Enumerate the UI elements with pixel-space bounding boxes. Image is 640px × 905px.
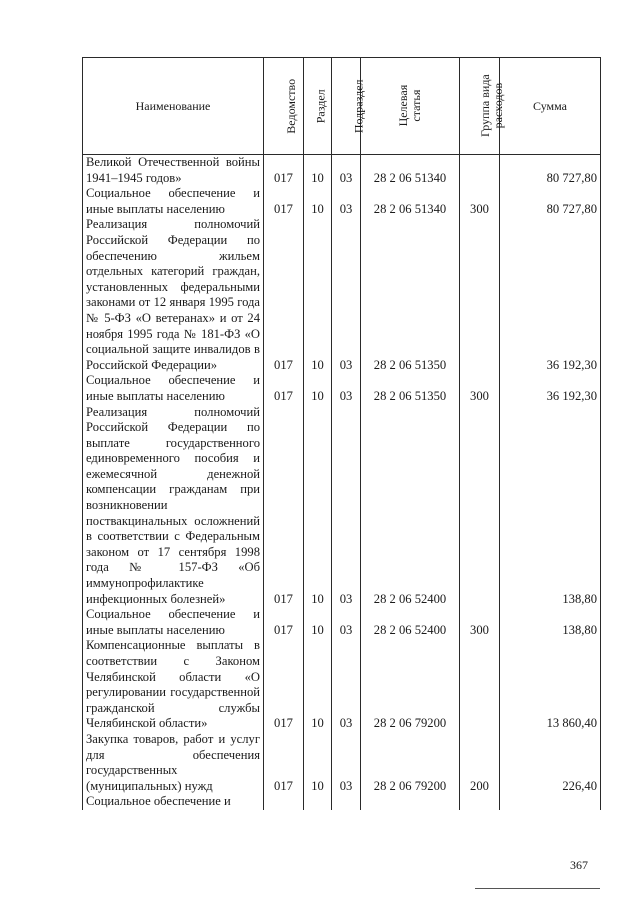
row-summa: 13 860,40 [500, 638, 601, 732]
footer-rule [475, 888, 600, 889]
table-body [83, 155, 601, 810]
table-row [83, 373, 601, 404]
row-razdel: 10 [304, 405, 332, 608]
row-vedomstvo: 017 [264, 638, 304, 732]
row-razdel: 10 [304, 186, 332, 217]
row-summa: 138,80 [500, 607, 601, 638]
row-vedomstvo: 017 [264, 607, 304, 638]
row-gruppa: 300 [460, 373, 500, 404]
budget-table [82, 57, 601, 810]
header-podrazdel: Подраздел [332, 58, 361, 155]
row-summa: 36 192,30 [500, 373, 601, 404]
row-summa [500, 794, 601, 810]
row-gruppa: 300 [460, 607, 500, 638]
row-name: Социальное обеспечение и [83, 794, 264, 810]
row-celevaya: 28 2 06 79200 [361, 732, 460, 794]
table-row [83, 638, 601, 732]
row-celevaya: 28 2 06 79200 [361, 638, 460, 732]
row-podrazdel: 03 [332, 155, 361, 187]
row-gruppa: 300 [460, 186, 500, 217]
row-podrazdel: 03 [332, 373, 361, 404]
row-summa: 36 192,30 [500, 217, 601, 373]
table-row [83, 607, 601, 638]
row-razdel: 10 [304, 638, 332, 732]
row-vedomstvo: 017 [264, 405, 304, 608]
row-podrazdel: 03 [332, 638, 361, 732]
row-podrazdel: 03 [332, 186, 361, 217]
table-row [83, 405, 601, 608]
row-celevaya: 28 2 06 52400 [361, 405, 460, 608]
table-header [83, 58, 601, 155]
table-row [83, 186, 601, 217]
row-summa: 80 727,80 [500, 186, 601, 217]
header-celevaya: Целевая статья [361, 58, 460, 155]
row-celevaya: 28 2 06 51350 [361, 373, 460, 404]
row-vedomstvo: 017 [264, 373, 304, 404]
row-gruppa [460, 405, 500, 608]
row-vedomstvo: 017 [264, 186, 304, 217]
row-podrazdel: 03 [332, 405, 361, 608]
row-gruppa [460, 155, 500, 187]
row-gruppa [460, 217, 500, 373]
row-vedomstvo: 017 [264, 155, 304, 187]
row-name: Социальное обеспечение и иные выплаты населению [83, 607, 264, 638]
row-vedomstvo: 017 [264, 732, 304, 794]
row-celevaya: 28 2 06 51340 [361, 186, 460, 217]
table-row [83, 155, 601, 187]
row-name: Закупка товаров, работ и услуг для обеспечения государственных (муниципальных) нужд [83, 732, 264, 794]
row-name: Великой Отечественной войны 1941–1945 годов» [83, 155, 264, 187]
row-summa: 138,80 [500, 405, 601, 608]
header-name: Наименование [83, 58, 264, 155]
row-razdel: 10 [304, 155, 332, 187]
table-row [83, 794, 601, 810]
header-vedomstvo: Ведомство [264, 58, 304, 155]
row-razdel: 10 [304, 607, 332, 638]
row-celevaya: 28 2 06 51340 [361, 155, 460, 187]
row-celevaya: 28 2 06 51350 [361, 217, 460, 373]
row-name: Компенсационные выплаты в соответствии с Законом Челябинской области «О регулировании государственной гражданской службы Челябинской области» [83, 638, 264, 732]
row-podrazdel [332, 794, 361, 810]
page-number: 367 [570, 858, 588, 872]
row-gruppa [460, 794, 500, 810]
header-summa: Сумма [500, 58, 601, 155]
row-name: Социальное обеспечение и иные выплаты населению [83, 186, 264, 217]
row-summa: 226,40 [500, 732, 601, 794]
row-summa: 80 727,80 [500, 155, 601, 187]
row-podrazdel: 03 [332, 607, 361, 638]
row-podrazdel: 03 [332, 217, 361, 373]
row-name: Социальное обеспечение и иные выплаты населению [83, 373, 264, 404]
row-vedomstvo: 017 [264, 217, 304, 373]
row-vedomstvo [264, 794, 304, 810]
table-row [83, 217, 601, 373]
row-name: Реализация полномочий Российской Федерации по обеспечению жильем отдельных категорий граждан, установленных федеральными законами от 12 января 1995 года № 5-ФЗ «О ветеранах» и от 24 ноября 1995 года № 181-ФЗ «О социальной защите инвалидов в Российской Федерации» [83, 217, 264, 373]
row-razdel: 10 [304, 217, 332, 373]
row-celevaya [361, 794, 460, 810]
row-gruppa [460, 638, 500, 732]
row-razdel: 10 [304, 732, 332, 794]
row-celevaya: 28 2 06 52400 [361, 607, 460, 638]
row-name: Реализация полномочий Российской Федерации по выплате государственного единовременного пособия и ежемесячной денежной компенсации гражданам при возникновении поствакцинальных осложнений в соответствии с Федеральным законом от 17 сентября 1998 года № 157-ФЗ «Об иммунопрофилактике инфекционных болезней» [83, 405, 264, 608]
row-razdel [304, 794, 332, 810]
row-podrazdel: 03 [332, 732, 361, 794]
header-razdel: Раздел [304, 58, 332, 155]
header-gruppa: Группа вида расходов [460, 58, 500, 155]
row-razdel: 10 [304, 373, 332, 404]
table-row [83, 732, 601, 794]
row-gruppa: 200 [460, 732, 500, 794]
